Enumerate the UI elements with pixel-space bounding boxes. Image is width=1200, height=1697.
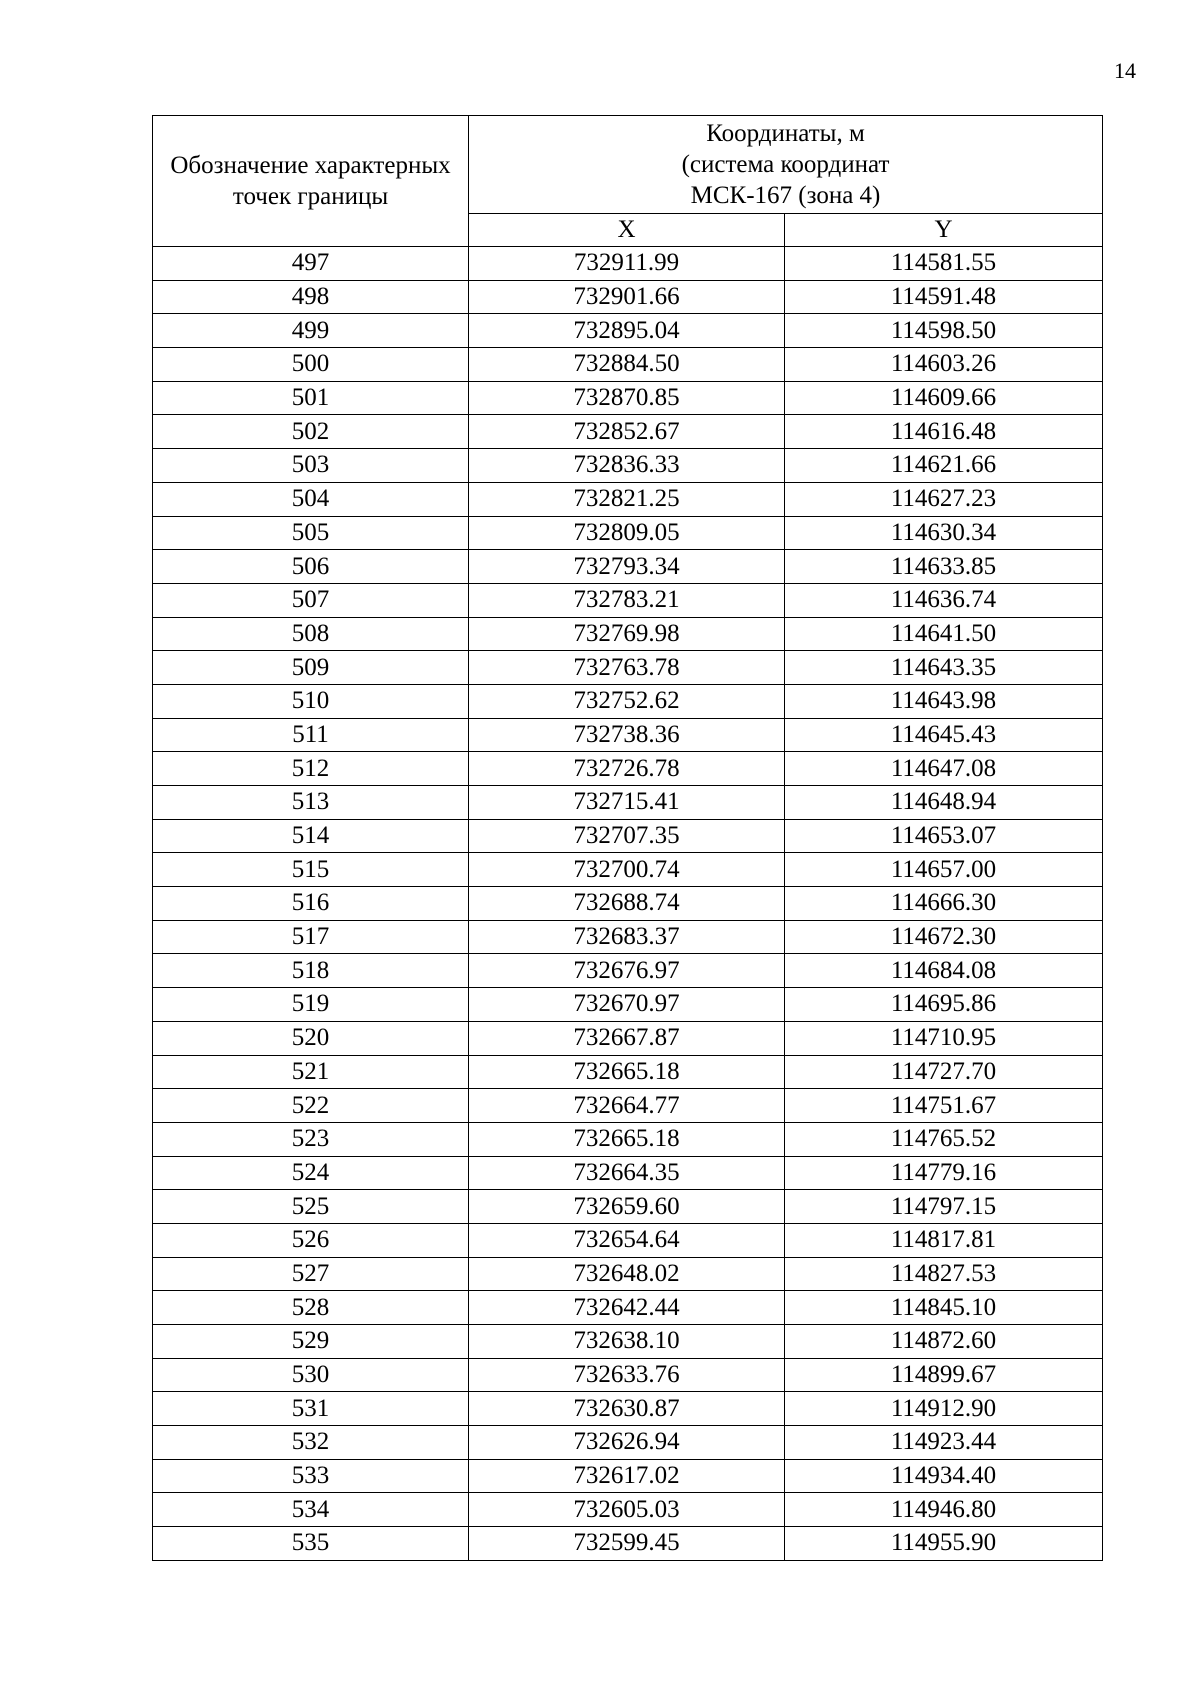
point-designation-header: Обозначение характерных точек границы bbox=[153, 116, 469, 247]
y-cell: 114684.08 bbox=[785, 954, 1103, 988]
table-row bbox=[153, 1358, 1103, 1392]
y-cell: 114648.94 bbox=[785, 786, 1103, 820]
x-cell: 732700.74 bbox=[469, 853, 785, 887]
y-cell: 114797.15 bbox=[785, 1190, 1103, 1224]
table-row bbox=[153, 988, 1103, 1022]
x-cell: 732763.78 bbox=[469, 651, 785, 685]
table-row bbox=[153, 550, 1103, 584]
x-cell: 732626.94 bbox=[469, 1426, 785, 1460]
table-row bbox=[153, 1325, 1103, 1359]
table-row bbox=[153, 819, 1103, 853]
y-cell: 114845.10 bbox=[785, 1291, 1103, 1325]
table-row bbox=[153, 954, 1103, 988]
table-row bbox=[153, 1527, 1103, 1561]
x-cell: 732783.21 bbox=[469, 583, 785, 617]
x-column-header: X bbox=[469, 214, 785, 247]
y-cell: 114621.66 bbox=[785, 449, 1103, 483]
table-body bbox=[153, 247, 1103, 1561]
table-row bbox=[153, 718, 1103, 752]
x-cell: 732752.62 bbox=[469, 684, 785, 718]
table-row bbox=[153, 583, 1103, 617]
y-column-header: Y bbox=[785, 214, 1103, 247]
x-cell: 732688.74 bbox=[469, 887, 785, 921]
point-cell: 533 bbox=[153, 1459, 469, 1493]
x-cell: 732821.25 bbox=[469, 482, 785, 516]
x-cell: 732654.64 bbox=[469, 1223, 785, 1257]
y-cell: 114591.48 bbox=[785, 280, 1103, 314]
y-cell: 114657.00 bbox=[785, 853, 1103, 887]
point-cell: 524 bbox=[153, 1156, 469, 1190]
point-cell: 525 bbox=[153, 1190, 469, 1224]
table-row bbox=[153, 1459, 1103, 1493]
point-cell: 500 bbox=[153, 348, 469, 382]
point-cell: 522 bbox=[153, 1089, 469, 1123]
point-cell: 506 bbox=[153, 550, 469, 584]
point-cell: 497 bbox=[153, 247, 469, 281]
point-cell: 504 bbox=[153, 482, 469, 516]
y-cell: 114899.67 bbox=[785, 1358, 1103, 1392]
y-cell: 114872.60 bbox=[785, 1325, 1103, 1359]
point-cell: 503 bbox=[153, 449, 469, 483]
table-row bbox=[153, 516, 1103, 550]
table-row bbox=[153, 786, 1103, 820]
x-cell: 732638.10 bbox=[469, 1325, 785, 1359]
y-cell: 114641.50 bbox=[785, 617, 1103, 651]
point-cell: 509 bbox=[153, 651, 469, 685]
x-cell: 732726.78 bbox=[469, 752, 785, 786]
x-cell: 732630.87 bbox=[469, 1392, 785, 1426]
x-cell: 732676.97 bbox=[469, 954, 785, 988]
y-cell: 114647.08 bbox=[785, 752, 1103, 786]
point-cell: 534 bbox=[153, 1493, 469, 1527]
x-cell: 732670.97 bbox=[469, 988, 785, 1022]
table-row bbox=[153, 415, 1103, 449]
y-cell: 114643.98 bbox=[785, 684, 1103, 718]
y-cell: 114616.48 bbox=[785, 415, 1103, 449]
table-row bbox=[153, 1156, 1103, 1190]
y-cell: 114946.80 bbox=[785, 1493, 1103, 1527]
table-row bbox=[153, 684, 1103, 718]
x-cell: 732715.41 bbox=[469, 786, 785, 820]
point-cell: 508 bbox=[153, 617, 469, 651]
coordinates-table bbox=[152, 115, 1103, 1561]
page-number: 14 bbox=[1114, 58, 1136, 83]
y-cell: 114695.86 bbox=[785, 988, 1103, 1022]
y-cell: 114934.40 bbox=[785, 1459, 1103, 1493]
point-cell: 512 bbox=[153, 752, 469, 786]
point-cell: 521 bbox=[153, 1055, 469, 1089]
point-cell: 531 bbox=[153, 1392, 469, 1426]
y-cell: 114955.90 bbox=[785, 1527, 1103, 1561]
point-cell: 519 bbox=[153, 988, 469, 1022]
y-cell: 114672.30 bbox=[785, 920, 1103, 954]
x-cell: 732664.77 bbox=[469, 1089, 785, 1123]
table-row bbox=[153, 1021, 1103, 1055]
x-cell: 732895.04 bbox=[469, 314, 785, 348]
table-row bbox=[153, 752, 1103, 786]
x-cell: 732659.60 bbox=[469, 1190, 785, 1224]
y-cell: 114636.74 bbox=[785, 583, 1103, 617]
table-row bbox=[153, 482, 1103, 516]
table-row bbox=[153, 617, 1103, 651]
y-cell: 114603.26 bbox=[785, 348, 1103, 382]
x-cell: 732901.66 bbox=[469, 280, 785, 314]
table-row bbox=[153, 449, 1103, 483]
table-row bbox=[153, 651, 1103, 685]
y-cell: 114643.35 bbox=[785, 651, 1103, 685]
x-cell: 732738.36 bbox=[469, 718, 785, 752]
table-row bbox=[153, 1426, 1103, 1460]
y-cell: 114923.44 bbox=[785, 1426, 1103, 1460]
y-cell: 114633.85 bbox=[785, 550, 1103, 584]
point-cell: 515 bbox=[153, 853, 469, 887]
x-cell: 732665.18 bbox=[469, 1055, 785, 1089]
point-cell: 510 bbox=[153, 684, 469, 718]
y-cell: 114912.90 bbox=[785, 1392, 1103, 1426]
table-row bbox=[153, 1223, 1103, 1257]
x-cell: 732683.37 bbox=[469, 920, 785, 954]
table-row bbox=[153, 1055, 1103, 1089]
point-cell: 520 bbox=[153, 1021, 469, 1055]
x-cell: 732599.45 bbox=[469, 1527, 785, 1561]
x-cell: 732667.87 bbox=[469, 1021, 785, 1055]
y-cell: 114609.66 bbox=[785, 381, 1103, 415]
table-row bbox=[153, 314, 1103, 348]
point-cell: 529 bbox=[153, 1325, 469, 1359]
point-cell: 528 bbox=[153, 1291, 469, 1325]
point-cell: 502 bbox=[153, 415, 469, 449]
y-cell: 114827.53 bbox=[785, 1257, 1103, 1291]
point-cell: 518 bbox=[153, 954, 469, 988]
table-row bbox=[153, 1190, 1103, 1224]
table-row bbox=[153, 348, 1103, 382]
table-row bbox=[153, 1493, 1103, 1527]
coordinates-header-line-1: Координаты, м bbox=[706, 120, 865, 147]
point-cell: 516 bbox=[153, 887, 469, 921]
table-row bbox=[153, 1257, 1103, 1291]
point-cell: 514 bbox=[153, 819, 469, 853]
x-cell: 732633.76 bbox=[469, 1358, 785, 1392]
point-cell: 527 bbox=[153, 1257, 469, 1291]
y-cell: 114751.67 bbox=[785, 1089, 1103, 1123]
point-cell: 505 bbox=[153, 516, 469, 550]
x-cell: 732664.35 bbox=[469, 1156, 785, 1190]
point-cell: 511 bbox=[153, 718, 469, 752]
y-cell: 114765.52 bbox=[785, 1122, 1103, 1156]
y-cell: 114817.81 bbox=[785, 1223, 1103, 1257]
table-row bbox=[153, 1122, 1103, 1156]
point-cell: 501 bbox=[153, 381, 469, 415]
point-cell: 499 bbox=[153, 314, 469, 348]
table-row bbox=[153, 887, 1103, 921]
y-cell: 114645.43 bbox=[785, 718, 1103, 752]
x-cell: 732870.85 bbox=[469, 381, 785, 415]
x-cell: 732836.33 bbox=[469, 449, 785, 483]
x-cell: 732648.02 bbox=[469, 1257, 785, 1291]
y-cell: 114779.16 bbox=[785, 1156, 1103, 1190]
x-cell: 732605.03 bbox=[469, 1493, 785, 1527]
table-row bbox=[153, 247, 1103, 281]
point-cell: 513 bbox=[153, 786, 469, 820]
point-cell: 526 bbox=[153, 1223, 469, 1257]
x-cell: 732707.35 bbox=[469, 819, 785, 853]
coordinates-header-line-3: МСК-167 (зона 4) bbox=[690, 182, 881, 209]
x-cell: 732769.98 bbox=[469, 617, 785, 651]
x-cell: 732642.44 bbox=[469, 1291, 785, 1325]
y-cell: 114710.95 bbox=[785, 1021, 1103, 1055]
table-row bbox=[153, 280, 1103, 314]
x-cell: 732884.50 bbox=[469, 348, 785, 382]
point-cell: 535 bbox=[153, 1527, 469, 1561]
coordinates-header bbox=[469, 116, 1103, 214]
y-cell: 114653.07 bbox=[785, 819, 1103, 853]
table-row bbox=[153, 1089, 1103, 1123]
table-row bbox=[153, 1392, 1103, 1426]
table-row bbox=[153, 1291, 1103, 1325]
x-cell: 732665.18 bbox=[469, 1122, 785, 1156]
y-cell: 114598.50 bbox=[785, 314, 1103, 348]
y-cell: 114727.70 bbox=[785, 1055, 1103, 1089]
point-cell: 530 bbox=[153, 1358, 469, 1392]
y-cell: 114581.55 bbox=[785, 247, 1103, 281]
table-row bbox=[153, 853, 1103, 887]
coordinates-header-line-2: (система координат bbox=[681, 151, 890, 178]
point-cell: 532 bbox=[153, 1426, 469, 1460]
y-cell: 114627.23 bbox=[785, 482, 1103, 516]
point-cell: 507 bbox=[153, 583, 469, 617]
x-cell: 732852.67 bbox=[469, 415, 785, 449]
point-cell: 498 bbox=[153, 280, 469, 314]
x-cell: 732793.34 bbox=[469, 550, 785, 584]
table-row bbox=[153, 381, 1103, 415]
y-cell: 114666.30 bbox=[785, 887, 1103, 921]
table-header bbox=[153, 116, 1103, 247]
y-cell: 114630.34 bbox=[785, 516, 1103, 550]
point-cell: 517 bbox=[153, 920, 469, 954]
x-cell: 732809.05 bbox=[469, 516, 785, 550]
point-cell: 523 bbox=[153, 1122, 469, 1156]
x-cell: 732911.99 bbox=[469, 247, 785, 281]
x-cell: 732617.02 bbox=[469, 1459, 785, 1493]
table-row bbox=[153, 920, 1103, 954]
